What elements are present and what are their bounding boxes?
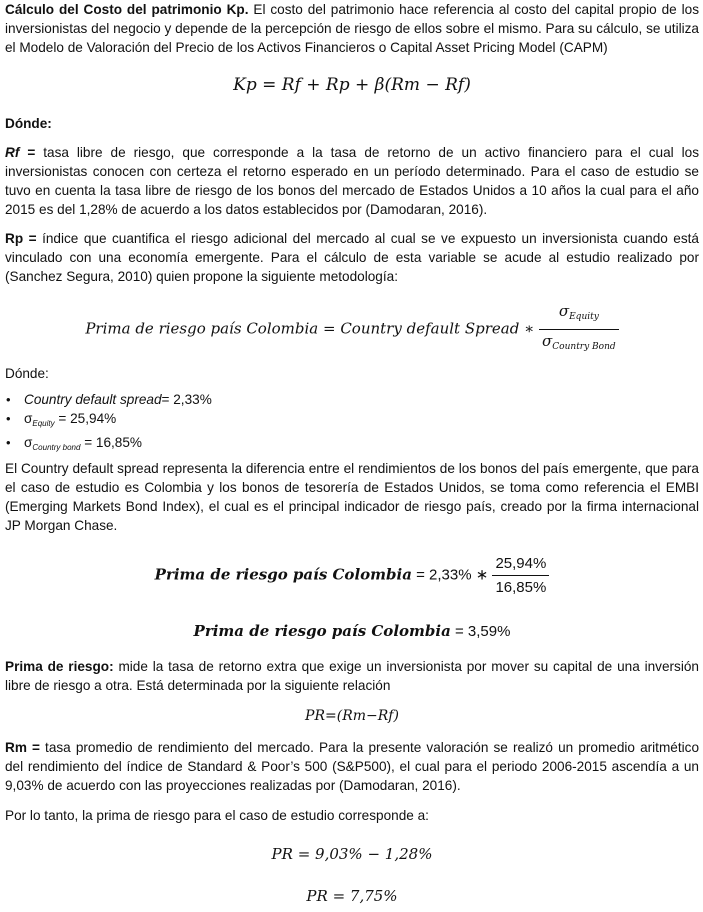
embi-paragraph: El Country default spread representa la diferencia entre el rendimientos de los bonos del país emergente, que para el caso de estudio es Colombia y los bonos de tesorería de Estados Unidos, se toma como referencia el EMBI (Emerging Markets Bond Index), el cual es el principal indicador de riesgo país, creado por la firma internacional JP Morgan Chase.	[5, 461, 699, 533]
intro-paragraph	[5, 0, 699, 57]
equation-prima-calc: Prima de riesgo país Colombia = 2,33% ∗ $\frac{25,94\%}{16,85\%}$	[5, 554, 699, 597]
conclusion-paragraph: Por lo tanto, la prima de riesgo para el caso de estudio corresponde a:	[5, 808, 429, 823]
rm-paragraph: Rm = tasa promedio de rendimiento del mercado. Para la presente valoración se realizó un promedio aritmético del rendimiento del índice de Standard & Poor’s 500 (S&P500), el cual para el periodo 2006-2015 ascendía a un 9,03% de acuerdo con las proyecciones realizadas por (Damodaran, 2016).	[5, 740, 699, 793]
prima-term: Prima de riesgo:	[5, 659, 114, 674]
equation-pr-result: PR = 7,75%	[306, 887, 398, 905]
rp-paragraph: Rp = índice que cuantifica el riesgo adicional del mercado al cual se ve expuesto un inversionista cuando está vinculado con una economía emergente. Para el cálculo de esta variable se acude al estudio realizado por (Sanchez Segura, 2010) quien propone la siguiente metodología:	[5, 231, 699, 284]
equation-kp: Kp = Rf + Rp + β(Rm − Rf)	[233, 75, 471, 95]
sigma-fraction: $\frac{\sigma_{Equity}}{\sigma_{Country Bond}}$	[539, 302, 619, 357]
rm-term: Rm	[5, 740, 27, 755]
equation-pr-calc: PR = 9,03% − 1,28%	[271, 845, 433, 863]
equation-prima-riesgo	[5, 302, 699, 357]
section-title: Cálculo del Costo del patrimonio Kp.	[5, 2, 249, 17]
list-item: • Country default spread= 2,33%	[24, 390, 212, 409]
rf-paragraph: Rf = tasa libre de riesgo, que corresponde a la tasa de retorno de un activo financiero para el cual los inversionistas conocen con certeza el retorno esperado en un período determinado. Para el caso de estudio se tuvo en cuenta la tasa libre de riesgo de los bonos del mercado de Estados Unidos a 10 años la cual para el año 2015 es del 1,28% de acuerdo a los datos establecidos por (Damodaran, 2016).	[5, 145, 699, 217]
rp-term: Rp	[5, 231, 24, 246]
donde-heading: Dónde:	[5, 116, 52, 131]
intro-text: El costo del patrimonio hace referencia al costo del capital propio de los inversionistas del negocio y depende de la percepción de riesgo de ellos sobre el mismo. Para su cálculo, se utiliza el Modelo de Valoración del Precio de los Activos Financieros o Capital Asset Pricing Model (CAPM)	[5, 2, 699, 55]
equation-pr: PR=(Rm−Rf)	[305, 708, 399, 724]
prima-lhs: Prima de riesgo país Colombia = Country default Spread ∗	[85, 319, 535, 338]
equation-prima-result: Prima de riesgo país Colombia = 3,59%	[193, 622, 511, 640]
list-item: • $\sigma_{Country bond} = 16,85\%$	[24, 433, 212, 457]
percent-fraction: $\frac{25,94\%}{16,85\%}$	[492, 554, 549, 597]
variables-list	[5, 390, 212, 457]
list-item: • $\sigma_{Equity} = 25,94\%$	[24, 409, 212, 433]
rp-text: índice que cuantifica el riesgo adicional del mercado al cual se ve expuesto un inversionista cuando está vinculado con una economía emergente. Para el cálculo de esta variable se acude al estudio realizado por (Sanchez Segura, 2010) quien propone la siguiente metodología:	[5, 231, 699, 284]
donde-plain: Dónde:	[5, 366, 49, 381]
rf-term: Rf	[5, 145, 20, 160]
prima-paragraph: Prima de riesgo: mide la tasa de retorno extra que exige un inversionista por mover su capital de una inversión libre de riesgo a otra. Está determinada por la siguiente relación	[5, 659, 699, 693]
rf-text: tasa libre de riesgo, que corresponde a la tasa de retorno de un activo financiero para el cual los inversionistas conocen con certeza el retorno esperado en un período determinado. Para el caso de estudio se tuvo en cuenta la tasa libre de riesgo de los bonos del mercado de Estados Unidos a 10 años la cual para el año 2015 es del 1,28% de acuerdo a los datos establecidos por (Damodaran, 2016).	[5, 145, 699, 217]
